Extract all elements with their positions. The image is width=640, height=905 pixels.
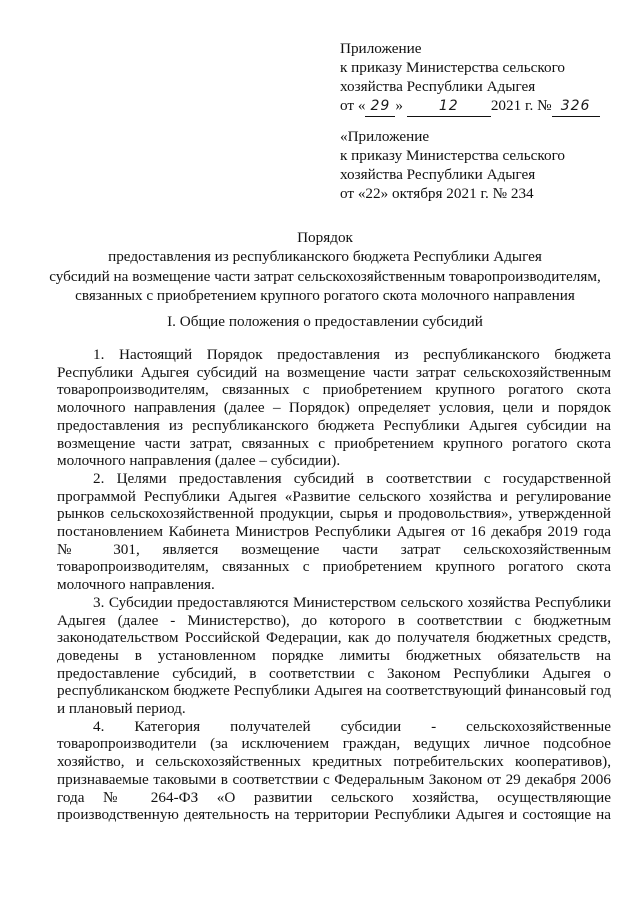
document-body: [57, 346, 611, 824]
handwritten-day: 29: [365, 97, 395, 117]
appendix-header-previous: [340, 127, 620, 203]
previous-order-line: к приказу Министерства сельского: [340, 147, 566, 164]
title-line-4: связанных с приобретением крупного рогатого скота молочного направления: [75, 286, 575, 304]
previous-ministry-line: хозяйства Республики Адыгея: [340, 166, 536, 183]
title-line-2: предоставления из республиканского бюджета Республики Адыгея: [108, 248, 542, 266]
appendix-date-line: от « 29 » 12 2021 г. № 326: [340, 96, 620, 117]
previous-appendix-label: «Приложение: [340, 128, 430, 145]
handwritten-month: 12: [407, 97, 491, 117]
paragraph-3: 3. Субсидии предоставляются Министерством сельского хозяйства Республики Адыгея (далее - Министерство), до которого в соответствии с бюджетным законодательством Российской Федерации, как до получателя бюджетных средств, доведены в установленном порядке лимиты бюджетных обязательств на предоставление субсидий, в соответствии с Законом Республики Адыгея о республиканском бюджете Республики Адыгея на соответствующий финансовый год и плановый период.: [57, 593, 611, 718]
handwritten-number: 326: [552, 97, 600, 117]
appendix-label: Приложение: [340, 40, 422, 57]
appendix-order-line: к приказу Министерства сельского: [340, 59, 566, 76]
previous-date-line: от «22» октября 2021 г. № 234: [340, 185, 534, 202]
paragraph-1: 1. Настоящий Порядок предоставления из республиканского бюджета Республики Адыгея субсидий на возмещение части затрат сельскохозяйственным товаропроизводителям, связанных с приобретением крупного рогатого скота молочного направления (далее – Порядок) определяет условия, цели и порядок предоставления из республиканского бюджета Республики Адыгея субсидии на возмещение части затрат, связанных с приобретением крупного рогатого скота молочного направления (далее – субсидии).: [57, 346, 611, 470]
title-line-1: Порядок: [297, 229, 353, 246]
paragraph-2: 2. Целями предоставления субсидий в соответствии с государственной программой Республики Адыгея «Развитие сельского хозяйства и регулирование рынков сельскохозяйственной продукции, сырья и продовольствия», утвержденной постановлением Кабинета Министров Республики Адыгея от 16 декабря 2019 года № 301, является возмещение части затрат сельскохозяйственным товаропроизводителям, связанных с приобретением крупного рогатого скота молочного направления.: [57, 469, 611, 594]
document-title: [40, 228, 610, 305]
appendix-ministry-line: хозяйства Республики Адыгея: [340, 78, 536, 95]
appendix-header-current: [340, 39, 620, 117]
section-heading: I. Общие положения о предоставлении субсидий: [167, 313, 483, 330]
title-line-3: субсидий на возмещение части затрат сельскохозяйственным товаропроизводителям,: [49, 267, 601, 285]
paragraph-4: 4. Категория получателей субсидии - сельскохозяйственные товаропроизводители (за исключением граждан, ведущих личное подсобное хозяйство, и сельскохозяйственных кредитных потребительских кооперативов), признаваемые таковыми в соответствии с Федеральным Законом от 29 декабря 2006 года № 264-ФЗ «О развитии сельского хозяйства, осуществляющие производственную деятельность на территории Республики Адыгея и состоящие на: [57, 717, 611, 824]
